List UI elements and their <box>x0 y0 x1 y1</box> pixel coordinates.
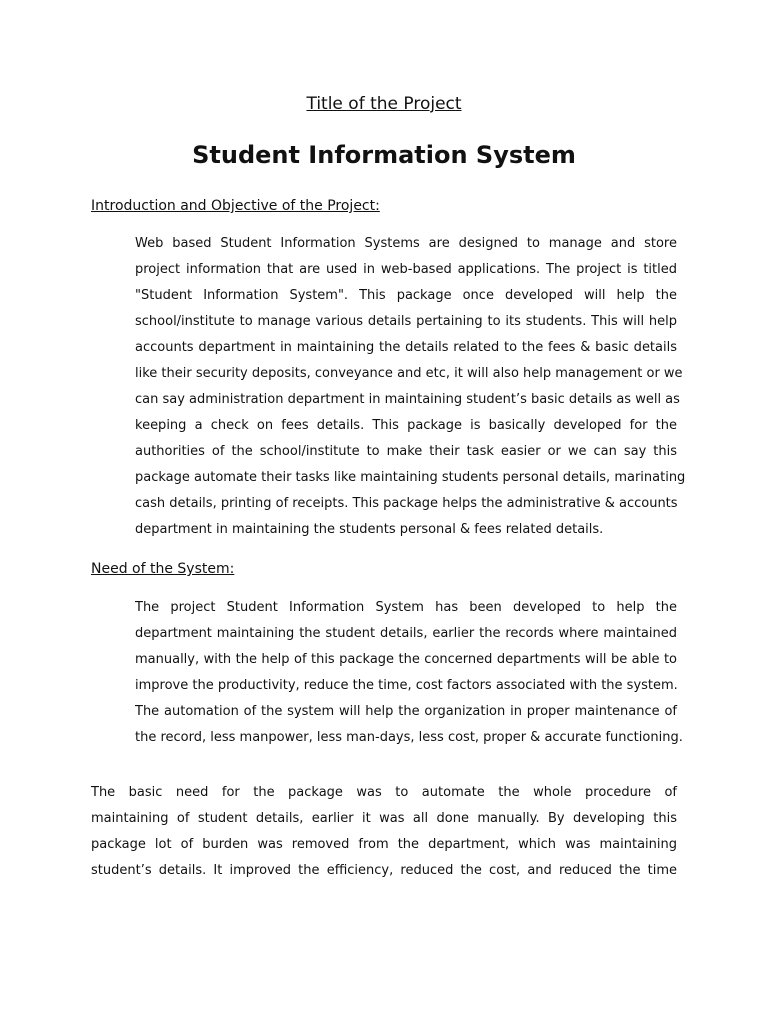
need-paragraph-1 <box>91 595 683 751</box>
paragraph-line: project information that are used in web-based applications. The project is titled <box>135 262 677 277</box>
paragraph-line: authorities of the school/institute to make their task easier or we can say this <box>135 444 677 459</box>
paragraph-line: The basic need for the package was to automate the whole procedure of <box>91 785 677 800</box>
paragraph-line: student’s details. It improved the efficiency, reduced the cost, and reduced the time <box>91 863 677 878</box>
paragraph-line: school/institute to manage various details pertaining to its students. This will help <box>135 314 677 329</box>
paragraph-line: department in maintaining the students personal & fees related details. <box>135 522 604 537</box>
paragraph-line: department maintaining the student details, earlier the records where maintained <box>135 626 677 641</box>
paragraph-line: improve the productivity, reduce the time, cost factors associated with the system. <box>135 678 678 693</box>
paragraph-line: cash details, printing of receipts. This package helps the administrative & accounts <box>135 496 678 511</box>
project-title: Student Information System <box>192 141 576 169</box>
paragraph-line: keeping a check on fees details. This package is basically developed for the <box>135 418 677 433</box>
need-paragraph-2 <box>91 780 677 884</box>
paragraph-line: package lot of burden was removed from the department, which was maintaining <box>91 837 677 852</box>
paragraph-line: manually, with the help of this package the concerned departments will be able to <box>135 652 677 667</box>
paragraph-line: Web based Student Information Systems are designed to manage and store <box>135 236 677 251</box>
paragraph-line: maintaining of student details, earlier it was all done manually. By developing this <box>91 811 677 826</box>
paragraph-line: accounts department in maintaining the details related to the fees & basic details <box>135 340 677 355</box>
section-heading-introduction: Introduction and Objective of the Project: <box>91 198 380 214</box>
introduction-paragraph <box>91 231 686 543</box>
paragraph-line: package automate their tasks like maintaining students personal details, marinating <box>135 470 686 485</box>
paragraph-line: the record, less manpower, less man-days, less cost, proper & accurate functioning. <box>135 730 683 745</box>
paragraph-line: "Student Information System". This package once developed will help the <box>135 288 677 303</box>
paragraph-line: like their security deposits, conveyance and etc, it will also help management or we <box>135 366 683 381</box>
paragraph-line: The project Student Information System has been developed to help the <box>135 600 677 615</box>
paragraph-line: The automation of the system will help the organization in proper maintenance of <box>135 704 677 719</box>
project-title-label: Title of the Project <box>306 94 462 114</box>
section-heading-need: Need of the System: <box>91 561 235 577</box>
paragraph-line: can say administration department in maintaining student’s basic details as well as <box>135 392 680 407</box>
